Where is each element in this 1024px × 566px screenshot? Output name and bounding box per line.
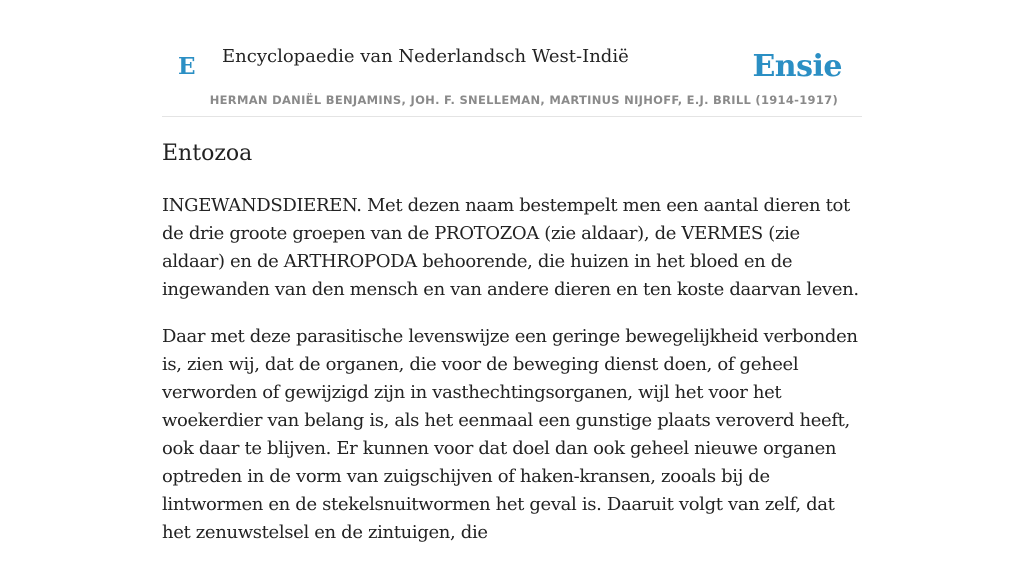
article-paragraph: INGEWANDSDIEREN. Met dezen naam bestempelt men een aantal dieren tot de drie groote groepen van de PROTOZOA (zie aldaar), de VERMES (zie aldaar) en de ARTHROPODA behoorende, die huizen in het bloed en de ingewanden van den mensch en van andere dieren en ten koste daarvan leven. <box>162 195 859 300</box>
site-header <box>162 0 862 117</box>
authors-line: HERMAN DANIËL BENJAMINS, JOH. F. SNELLEMAN, MARTINUS NIJHOFF, E.J. BRILL (1914-1917) <box>209 93 838 107</box>
article-title: Entozoa <box>162 141 253 166</box>
encyclopedia-title-link[interactable]: Encyclopaedie van Nederlandsch West-Indië <box>222 46 629 67</box>
ensie-brand-logo[interactable]: Ensie <box>752 49 842 84</box>
article <box>162 138 862 566</box>
ensie-logo-letter[interactable]: E <box>178 53 196 80</box>
article-body <box>162 192 862 547</box>
article-paragraph: Daar met deze parasitische levenswijze een geringe bewegelijkheid verbonden is, zien wij, dat de organen, die voor de beweging dienst doen, of geheel verworden of gewijzigd zijn in vasthechtingsorganen, wijl het voor het woekerdier van belang is, als het eenmaal een gunstige plaats veroverd heeft, ook daar te blijven. Er kunnen voor dat doel dan ook geheel nieuwe organen optreden in de vorm van zuigschijven of haken-kransen, zooals bij de lintwormen en de stekelsnuitwormen het geval is. Daaruit volgt van zelf, dat het zenuwstelsel en de zintuigen, die <box>162 326 858 543</box>
